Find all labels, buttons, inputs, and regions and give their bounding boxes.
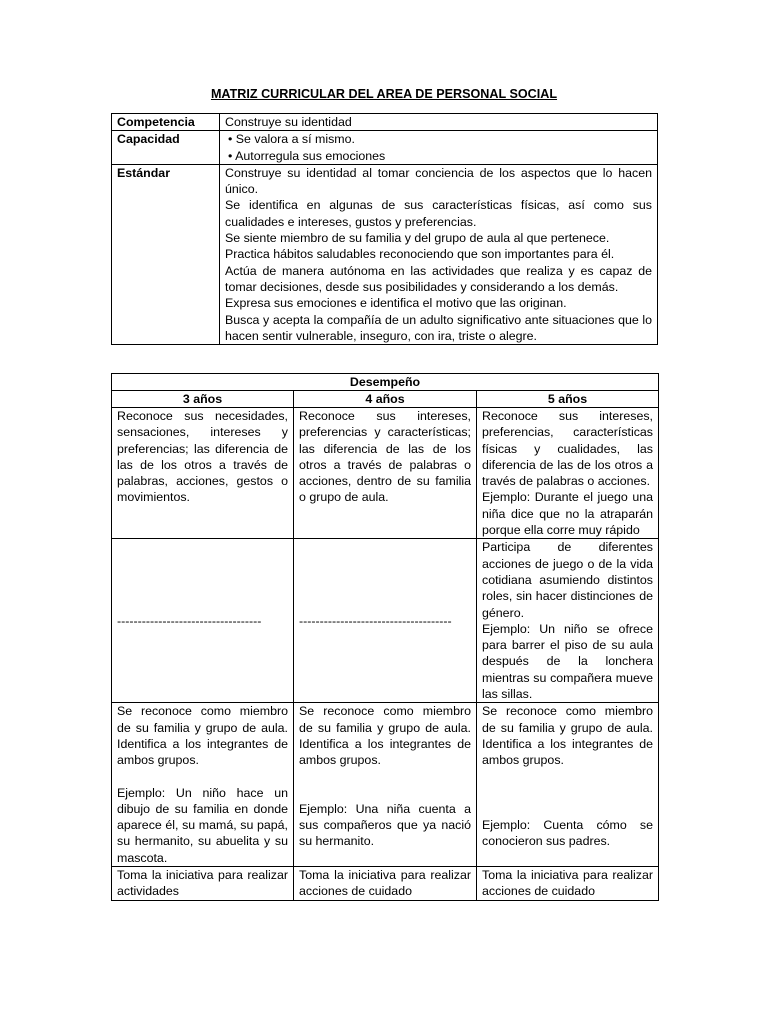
estandar-line: Actúa de manera autónoma en las actividades que realiza y es capaz de tomar decisiones, desde sus posibilidades y considerando a los demás. [225,263,652,294]
table-cell [294,703,477,867]
column-header-4-years: 4 años [294,391,477,408]
capacidad-item: • Se valora a sí mismo. [228,132,355,147]
competencia-label: Competencia [112,114,220,131]
table-cell [294,539,477,703]
estandar-line: Expresa sus emociones e identifica el motivo que las originan. [225,296,567,311]
capacidad-list [220,131,658,165]
competencia-value: Construye su identidad [220,114,658,131]
cell-example: Ejemplo: Cuenta cómo se conocieron sus padres. [482,817,653,848]
cell-example: Ejemplo: Un niño hace un dibujo de su familia en donde aparece él, su mamá, su papá, su hermanito, su abuelita y su mascota. [117,785,288,865]
cell-text: Participa de diferentes acciones de juego o de la vida cotidiana asumiendo distintos roles, sin hacer distinciones de género. [482,540,653,620]
estandar-label: Estándar [112,164,220,344]
table-cell: Toma la iniciativa para realizar acciones de cuidado [294,867,477,901]
bullet-icon: • [228,148,233,163]
cell-text: Reconoce sus intereses, preferencias, características físicas y cualidades, las diferencia de las de los otros a través de palabras o acciones. [482,409,653,489]
cell-text: Se reconoce como miembro de su familia y grupo de aula. Identifica a los integrantes de ambos grupos. [299,704,471,768]
table-cell [477,408,659,539]
document-title: MATRIZ CURRICULAR DEL AREA DE PERSONAL SOCIAL [210,87,558,101]
table-row [112,539,659,703]
estandar-line: Construye su identidad al tomar conciencia de los aspectos que lo hacen único. [225,165,652,197]
cell-text: Se reconoce como miembro de su familia y grupo de aula. Identifica a los integrantes de ambos grupos. [482,704,653,768]
table-cell: Reconoce sus intereses, preferencias y características; las diferencia de las de los otros a través de palabras o acciones, dentro de su familia o grupo de aula. [294,408,477,539]
estandar-line: Se identifica en algunas de sus características físicas, así como sus cualidades e intereses, gustos y preferencias. [225,198,652,229]
cell-example: Ejemplo: Una niña cuenta a sus compañeros que ya nació su hermanito. [299,801,471,849]
desempeno-header: Desempeño [112,374,659,391]
capacidad-item: • Autorregula sus emociones [228,148,386,163]
cell-text: Se reconoce como miembro de su familia y grupo de aula. Identifica a los integrantes de ambos grupos. [117,704,288,768]
estandar-line: Busca y acepta la compañía de un adulto significativo ante situaciones que lo hacen sentir vulnerable, inseguro, con ira, triste o alegre. [225,312,652,343]
table-cell [477,703,659,867]
capacidad-row [112,131,658,165]
table-cell [477,539,659,703]
table-cell [112,703,294,867]
estandar-line: Se siente miembro de su familia y del grupo de aula al que pertenece. [225,231,610,246]
table-row [112,408,659,539]
empty-placeholder: ----------------------------------- [117,613,262,628]
column-header-3-years: 3 años [112,391,294,408]
desempeno-table [111,373,659,901]
table-cell: Reconoce sus necesidades, sensaciones, intereses y preferencias; las diferencia de las de los otros a través de palabras, acciones, gestos o movimientos. [112,408,294,539]
column-header-5-years: 5 años [477,391,659,408]
bullet-icon: • [228,132,233,147]
estandar-row [112,164,658,344]
age-header-row [112,391,659,408]
curricular-matrix-table [111,113,658,345]
empty-placeholder: ------------------------------------- [299,613,452,628]
table-row [112,867,659,901]
table-row [112,703,659,867]
capacidad-label: Capacidad [112,131,220,165]
table-cell: Toma la iniciativa para realizar actividades [112,867,294,901]
competencia-row [112,114,658,131]
cell-example: Ejemplo: Un niño se ofrece para barrer el piso de su aula después de la lonchera mientras su compañera mueve las sillas. [482,621,653,702]
table-cell [112,539,294,703]
cell-example: Ejemplo: Durante el juego una niña dice que no la atraparán porque ella corre muy rápido [482,490,653,538]
estandar-text [220,164,658,344]
desempeno-header-row [112,374,659,391]
estandar-line: Practica hábitos saludables reconociendo que son importantes para él. [225,247,615,262]
table-cell: Toma la iniciativa para realizar acciones de cuidado [477,867,659,901]
